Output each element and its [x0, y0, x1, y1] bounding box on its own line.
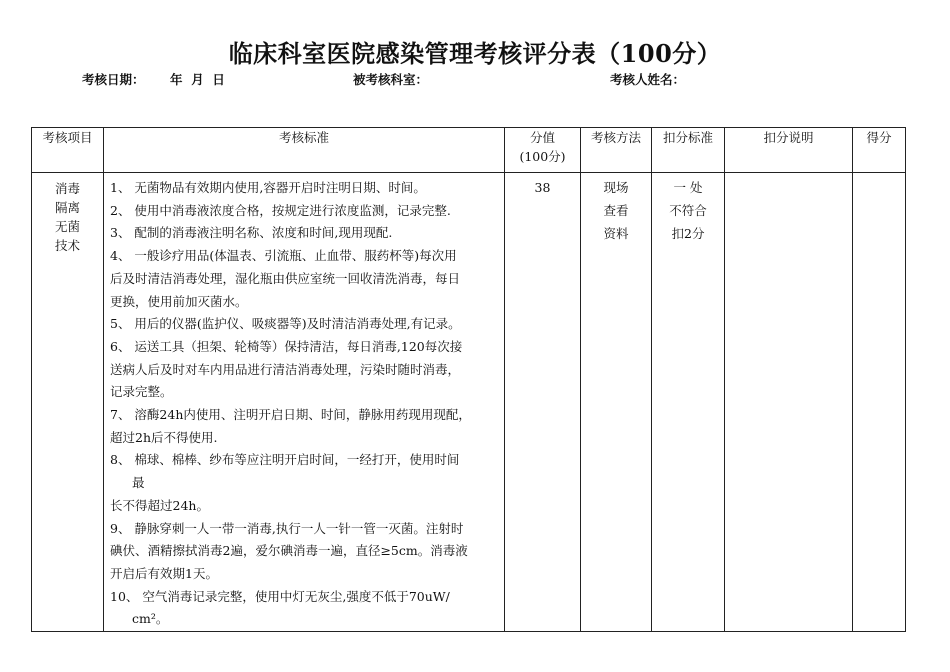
header-got: 得分: [853, 128, 906, 173]
deduct-standard-line: 一 处: [673, 180, 703, 195]
criteria-line: 最: [132, 475, 145, 491]
criteria-line: 3、 配制的消毒液注明名称、浓度和时间,现用现配.: [110, 225, 393, 241]
criteria-line: 开启后有效期1天。: [110, 565, 218, 581]
category-line: 无菌: [54, 219, 80, 234]
criteria-line: 10、 空气消毒记录完整，使用中灯无灰尘,强度不低于70uW/: [110, 588, 450, 604]
score-cell: 38: [505, 173, 581, 632]
criteria-line: 6、 运送工具（担架、轮椅等）保持清洁，每日消毒,120每次接: [110, 338, 463, 354]
criteria-line: 送病人后及时对车内用品进行清洁消毒处理，污染时随时消毒，: [110, 361, 461, 377]
criteria-line: 碘伏、酒精擦拭消毒2遍，爱尔碘消毒一遍，直径≥5cm。消毒液: [110, 543, 468, 559]
header-score-line2: (100分): [519, 149, 566, 164]
method-line: 资料: [603, 226, 629, 241]
header-score: [505, 128, 581, 173]
header-deduct-note: 扣分说明: [725, 128, 853, 173]
method-line: 现场: [603, 180, 629, 195]
criteria-line: 5、 用后的仪器(监护仪、吸痰器等)及时清洁消毒处理,有记录。: [110, 316, 461, 332]
method-line: 查看: [603, 203, 629, 218]
header-method: 考核方法: [581, 128, 652, 173]
criteria-line: 超过2h后不得使用.: [110, 429, 218, 445]
category-cell: [32, 173, 104, 632]
criteria-line: 7、 溶酶24h内使用、注明开启日期、时间，静脉用药现用现配，: [110, 407, 471, 423]
category-line: 消毒: [54, 181, 80, 196]
header-item: 考核项目: [32, 128, 104, 173]
category-line: 隔离: [54, 200, 80, 215]
table-header-row: [32, 128, 906, 173]
exam-date-fields: 年 月 日: [170, 72, 225, 87]
deduct-standard-line: 不符合: [669, 203, 707, 218]
page-title: 临床科室医院感染管理考核评分表（100分）: [228, 39, 722, 68]
criteria-line: 4、 一般诊疗用品(体温表、引流瓶、止血带、服药杯等)每次用: [110, 248, 457, 264]
deduct-standard-line: 扣2分: [671, 226, 705, 241]
deduct-note-cell[interactable]: [725, 173, 853, 632]
criteria-line: 后及时清洁消毒处理，湿化瓶由供应室统一回收清洗消毒，每日: [110, 270, 461, 286]
criteria-line: 9、 静脉穿刺一人一带一消毒,执行一人一针一管一灭菌。注射时: [110, 520, 464, 536]
category-line: 技术: [54, 238, 80, 253]
scoring-table: [31, 127, 906, 632]
criteria-line: 长不得超过24h。: [110, 497, 209, 513]
table-row: [32, 173, 906, 632]
criteria-line: 2、 使用中消毒液浓度合格，按规定进行浓度监测，记录完整.: [110, 202, 451, 218]
header-standard: 考核标准: [104, 128, 505, 173]
criteria-line: 8、 棉球、棉棒、纱布等应注明开启时间，一经打开，使用时间: [110, 452, 460, 468]
exam-date-label: 考核日期：: [82, 72, 145, 87]
examined-dept-label: 被考核科室：: [353, 72, 429, 87]
deduct-standard-cell: [652, 173, 725, 632]
criteria-cell: [104, 173, 505, 632]
criteria-line: 1、 无菌物品有效期内使用,容器开启时注明日期、时间。: [110, 180, 426, 195]
criteria-line: cm²。: [132, 611, 169, 627]
assessor-name-label: 考核人姓名：: [610, 72, 686, 87]
criteria-line: 记录完整。: [110, 384, 173, 400]
criteria-line: 更换，使用前加灭菌水。: [110, 293, 248, 309]
method-cell: [581, 173, 652, 632]
header-deduct-standard: 扣分标准: [652, 128, 725, 173]
got-cell[interactable]: [853, 173, 906, 632]
header-score-line1: 分值: [529, 130, 555, 145]
